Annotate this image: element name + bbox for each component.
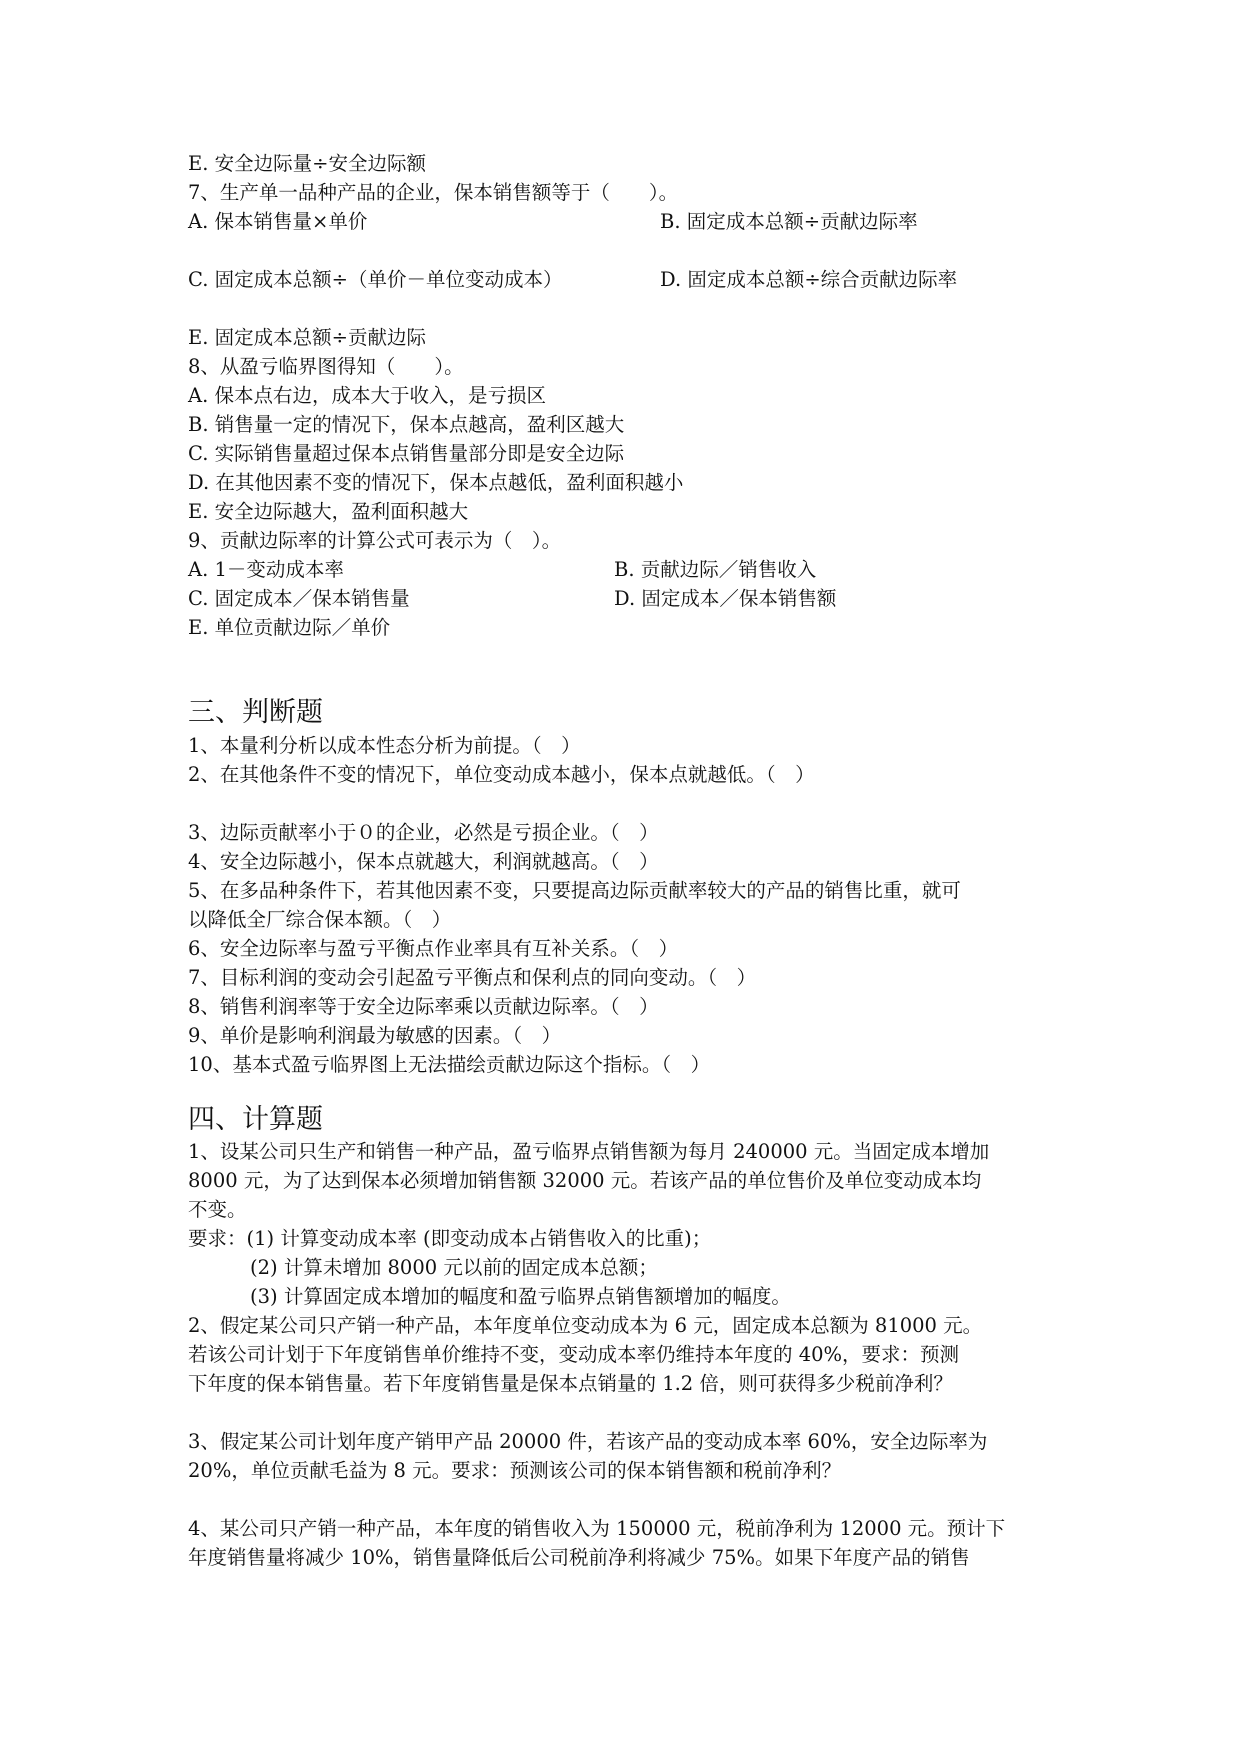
q7-option-c: C. 固定成本总额÷（单价－单位变动成本）	[188, 268, 563, 291]
q9-option-a: A. 1－变动成本率	[188, 558, 344, 581]
q8-option-b: B. 销售量一定的情况下，保本点越高，盈利区越大	[188, 413, 625, 436]
tf-item-10: 10、基本式盈亏临界图上无法描绘贡献边际这个指标。（ ）	[188, 1053, 711, 1076]
q9-option-d: D. 固定成本／保本销售额	[614, 587, 837, 610]
calc-p1-line-1: 1、设某公司只生产和销售一种产品，盈亏临界点销售额为每月 240000 元。当固定成本增加	[188, 1140, 990, 1163]
q9-stem: 9、贡献边际率的计算公式可表示为（ ）。	[188, 529, 562, 552]
tf-item-3: 3、边际贡献率小于０的企业，必然是亏损企业。（ ）	[188, 821, 659, 844]
tf-item-1: 1、本量利分析以成本性态分析为前提。（ ）	[188, 734, 581, 757]
tf-item-6: 6、安全边际率与盈亏平衡点作业率具有互补关系。（ ）	[188, 937, 679, 960]
tf-item-2: 2、在其他条件不变的情况下，单位变动成本越小，保本点就越低。（ ）	[188, 763, 815, 786]
q8-option-d: D. 在其他因素不变的情况下，保本点越低，盈利面积越小	[188, 471, 684, 494]
q7-option-b: B. 固定成本总额÷贡献边际率	[660, 210, 918, 233]
calc-p1-line-2: 8000 元，为了达到保本必须增加销售额 32000 元。若该产品的单位售价及单位变动成本均	[188, 1169, 982, 1192]
q9-option-c: C. 固定成本／保本销售量	[188, 587, 410, 610]
calc-p2-line-3: 下年度的保本销售量。若下年度销售量是保本点销量的 1.2 倍，则可获得多少税前净利？	[188, 1372, 953, 1395]
calc-p1-line-3: 不变。	[188, 1198, 247, 1221]
calc-p4-line-1: 4、某公司只产销一种产品，本年度的销售收入为 150000 元，税前净利为 12000 元。预计下	[188, 1517, 1006, 1540]
q7-option-a: A. 保本销售量×单价	[188, 210, 368, 233]
q8-option-c: C. 实际销售量超过保本点销售量部分即是安全边际	[188, 442, 625, 465]
tf-heading: 三、判断题	[188, 697, 323, 728]
calc-p4-line-2: 年度销售量将减少 10%，销售量降低后公司税前净利将减少 75%。如果下年度产品的销售	[188, 1546, 970, 1569]
calc-p1-req-2: (2) 计算未增加 8000 元以前的固定成本总额；	[250, 1256, 658, 1279]
q8-stem: 8、从盈亏临界图得知（ ）。	[188, 355, 464, 378]
tf-item-4: 4、安全边际越小，保本点就越大，利润就越高。（ ）	[188, 850, 659, 873]
tf-item-5: 5、在多品种条件下，若其他因素不变，只要提高边际贡献率较大的产品的销售比重，就可	[188, 879, 961, 902]
q6-option-e: E. 安全边际量÷安全边际额	[188, 152, 426, 175]
calc-heading: 四、计算题	[188, 1104, 323, 1135]
q7-option-d: D. 固定成本总额÷综合贡献边际率	[660, 268, 958, 291]
q9-option-e: E. 单位贡献边际／单价	[188, 616, 391, 639]
calc-p3-line-1: 3、假定某公司计划年度产销甲产品 20000 件，若该产品的变动成本率 60%，安全边际率为	[188, 1430, 988, 1453]
q7-stem: 7、生产单一品种产品的企业，保本销售额等于（ ）。	[188, 181, 679, 204]
calc-p1-req-1: 要求：(1) 计算变动成本率 (即变动成本占销售收入的比重)；	[188, 1227, 712, 1250]
q9-option-b: B. 贡献边际／销售收入	[614, 558, 817, 581]
calc-p2-line-2: 若该公司计划于下年度销售单价维持不变，变动成本率仍维持本年度的 40%，要求：预测	[188, 1343, 960, 1366]
tf-item-5-cont: 以降低全厂综合保本额。（ ）	[188, 908, 452, 931]
q8-option-e: E. 安全边际越大，盈利面积越大	[188, 500, 469, 523]
tf-item-8: 8、销售利润率等于安全边际率乘以贡献边际率。（ ）	[188, 995, 659, 1018]
tf-item-9: 9、单价是影响利润最为敏感的因素。（ ）	[188, 1024, 562, 1047]
calc-p2-line-1: 2、假定某公司只产销一种产品，本年度单位变动成本为 6 元，固定成本总额为 81000 元。	[188, 1314, 983, 1337]
q7-option-e: E. 固定成本总额÷贡献边际	[188, 326, 426, 349]
q8-option-a: A. 保本点右边，成本大于收入，是亏损区	[188, 384, 546, 407]
tf-item-7: 7、目标利润的变动会引起盈亏平衡点和保利点的同向变动。（ ）	[188, 966, 757, 989]
calc-p3-line-2: 20%，单位贡献毛益为 8 元。要求：预测该公司的保本销售额和税前净利？	[188, 1459, 842, 1482]
calc-p1-req-3: (3) 计算固定成本增加的幅度和盈亏临界点销售额增加的幅度。	[250, 1285, 791, 1308]
